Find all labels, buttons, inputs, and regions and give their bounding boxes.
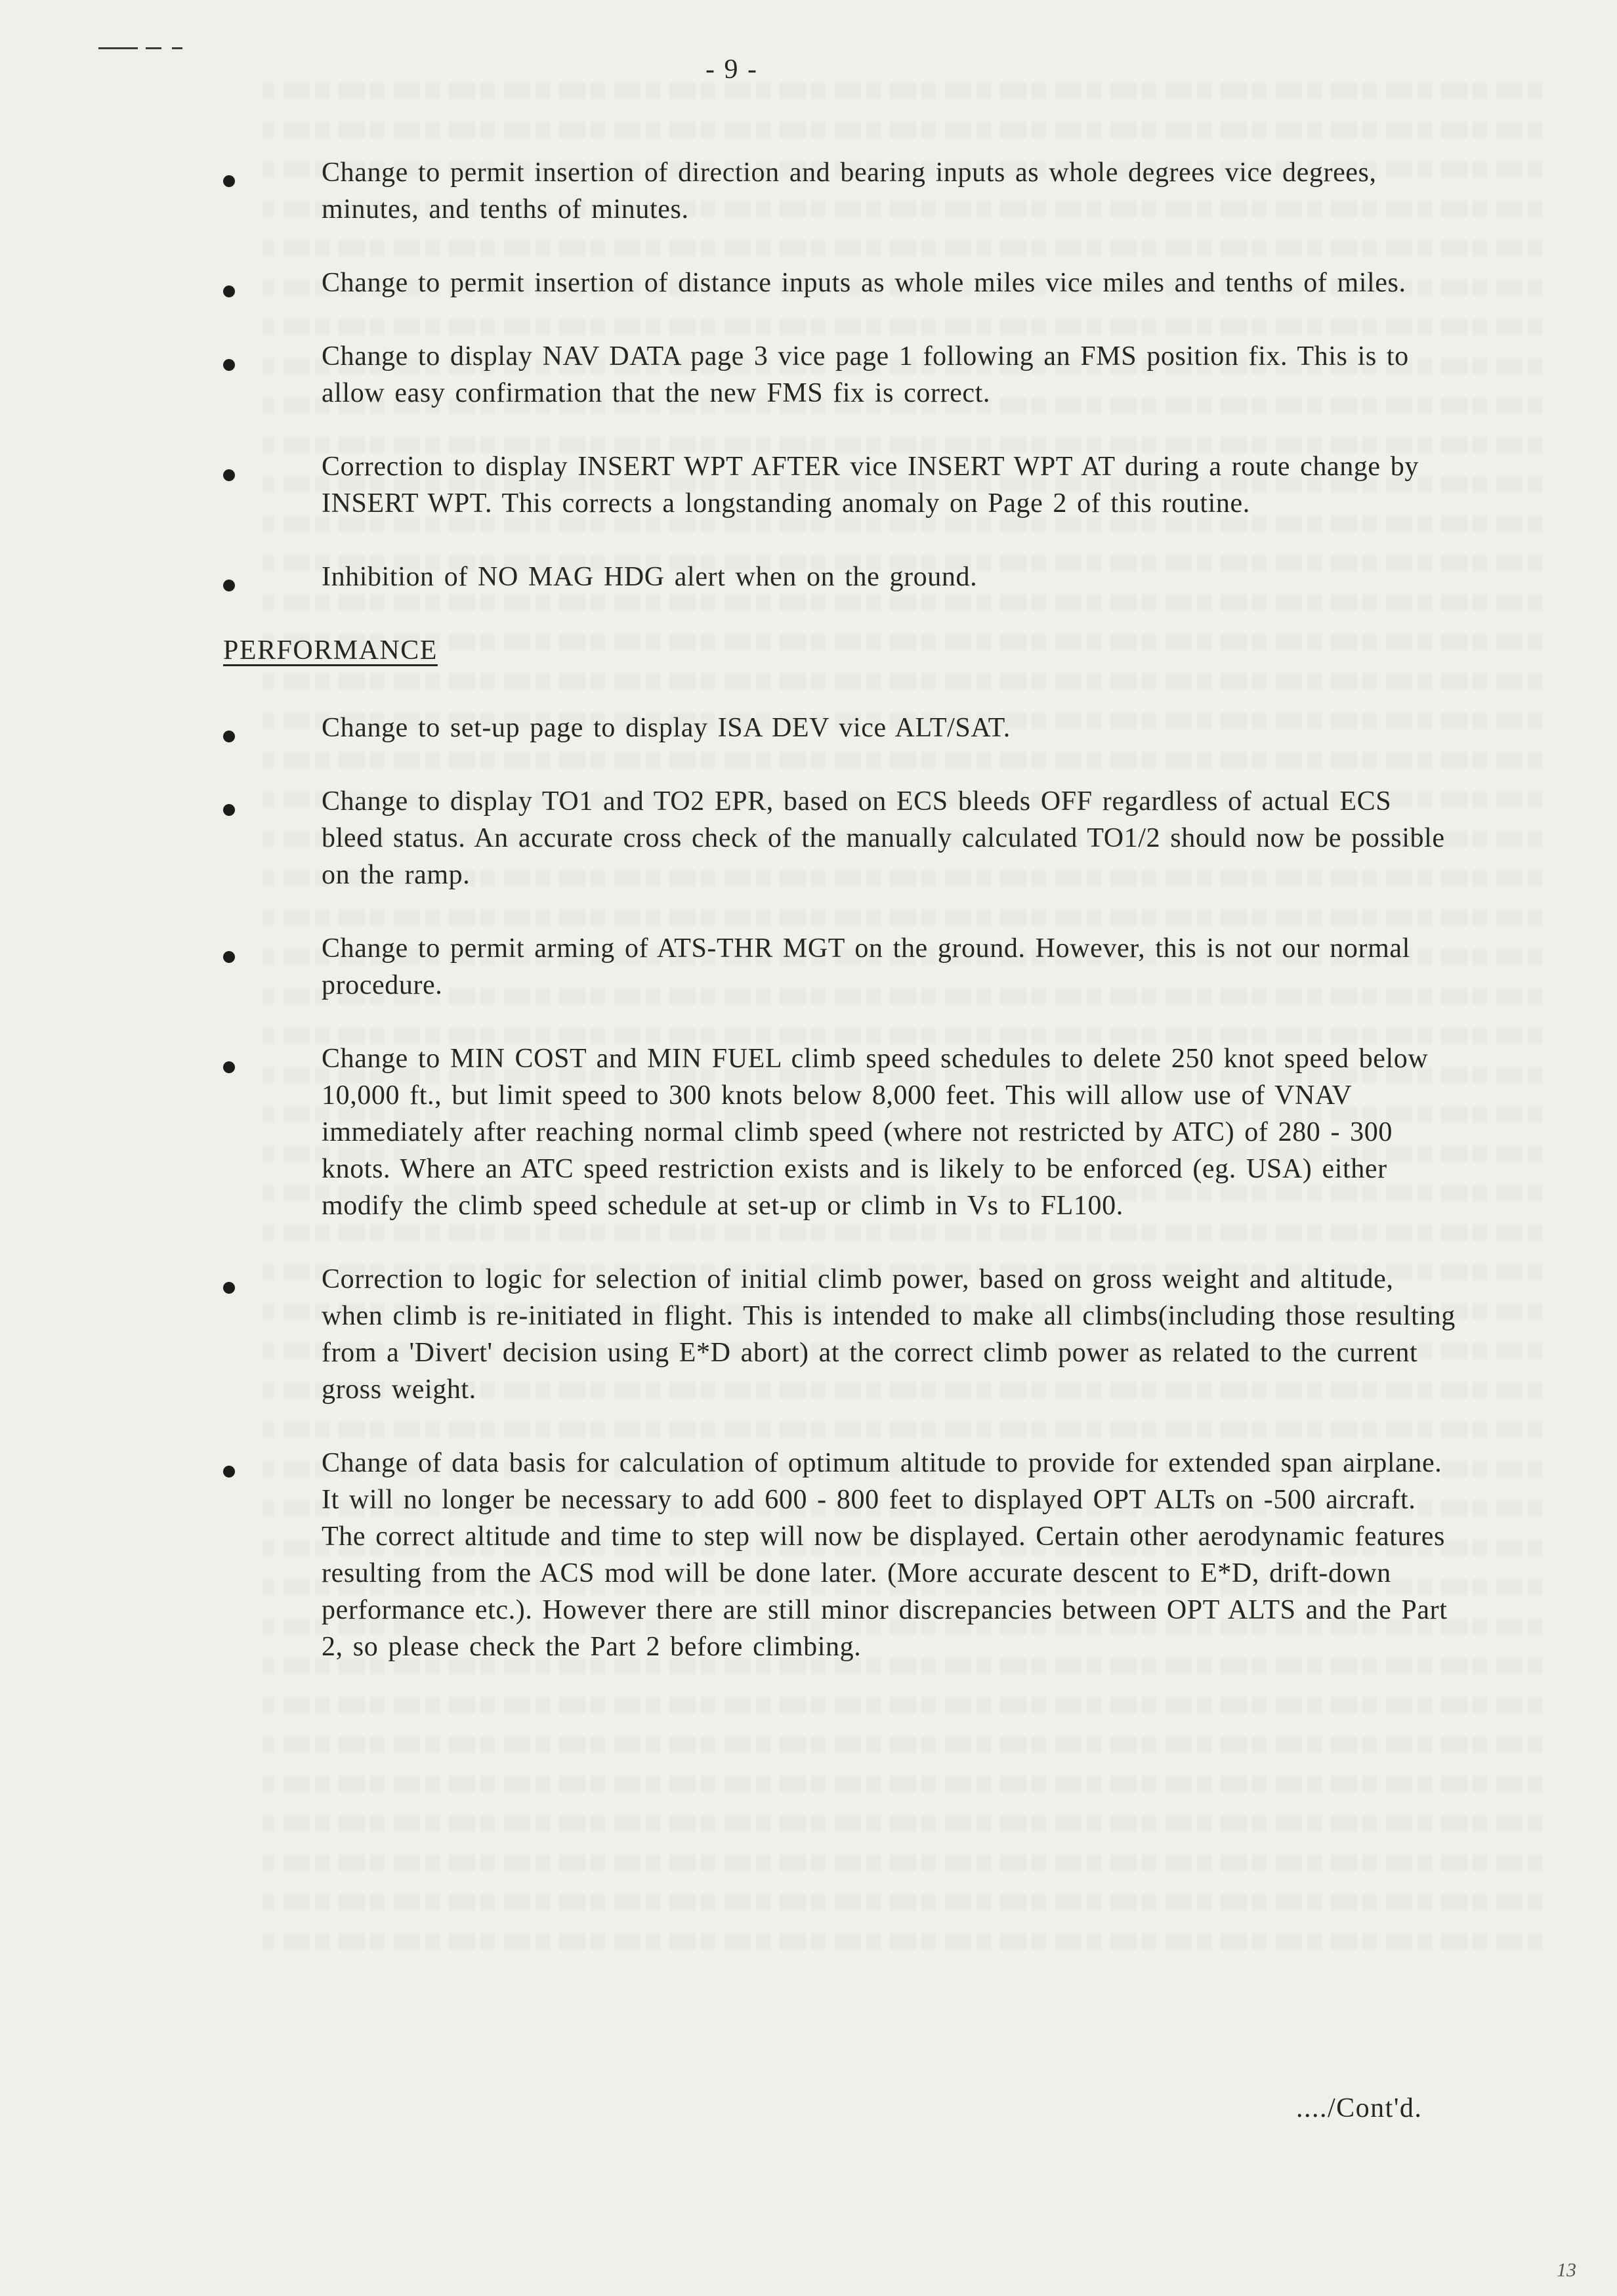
list-item — [223, 1261, 1457, 1408]
pen-mark — [98, 41, 190, 47]
list-item-text: Change to permit arming of ATS-THR MGT on the ground. However, this is not our normal procedure. — [322, 933, 1410, 1000]
list-item-text: Change to set-up page to display ISA DEV vice ALT/SAT. — [322, 713, 1011, 743]
list-item-text: Change to permit insertion of direction and bearing inputs as whole degrees vice degrees, minutes, and tenths of minutes. — [322, 158, 1377, 224]
bullet-icon — [223, 1466, 235, 1478]
list-item — [223, 710, 1457, 746]
bullet-icon — [223, 580, 235, 591]
list-item-text: Correction to display INSERT WPT AFTER vice INSERT WPT AT during a route change by INSERT WPT. This corrects a longstanding anomaly on Page 2 of this routine. — [322, 452, 1419, 519]
bullet-icon — [223, 469, 235, 481]
bullet-icon — [223, 1282, 235, 1294]
continuation-note: ..../Cont'd. — [1296, 2093, 1423, 2123]
list-item-text: Change to permit insertion of distance inputs as whole miles vice miles and tenths of miles. — [322, 268, 1406, 298]
list-item — [223, 1040, 1457, 1224]
list-item-text: Inhibition of NO MAG HDG alert when on the ground. — [322, 562, 978, 592]
list-item — [223, 559, 1457, 595]
list-item — [223, 448, 1457, 522]
bullet-icon — [223, 951, 235, 963]
content — [223, 154, 1457, 1702]
folio-mark: 13 — [1557, 2259, 1576, 2281]
list-item-text: Change to MIN COST and MIN FUEL climb speed schedules to delete 250 knot speed below 10,000 ft., but limit speed to 300 knots below 8,000 feet. This will allow use of VNAV immediately after reaching normal climb speed (where not restricted by ATC) of 280 - 300 knots. Where an ATC speed restriction exists and is likely to be enforced (eg. USA) either modify the climb speed schedule at set-up or climb in Vs to FL100. — [322, 1044, 1429, 1221]
list-item — [223, 783, 1457, 893]
list-item-text: Change to display NAV DATA page 3 vice page 1 following an FMS position fix. This is to allow easy confirmation that the new FMS fix is correct. — [322, 341, 1409, 408]
list-item — [223, 1445, 1457, 1665]
list-item — [223, 338, 1457, 412]
list-item-text: Correction to logic for selection of initial climb power, based on gross weight and altitude, when climb is re-initiated in flight. This is intended to make all climbs(including those resulting from a 'Divert' decision using E*D abort) at the correct climb power as related to the current gross weight. — [322, 1264, 1456, 1405]
bullet-icon — [223, 731, 235, 742]
list-item-text: Change of data basis for calculation of optimum altitude to provide for extended span airplane. It will no longer be necessary to add 600 - 800 feet to displayed OPT ALTs on -500 aircraft. The correct altitude and time to step will now be displayed. Certain other aerodynamic features resulting from the ACS mod will be done later. (More accurate descent to E*D, drift-down performance etc.). However there are still minor discrepancies between OPT ALTS and the Part 2, so please check the Part 2 before climbing. — [322, 1448, 1448, 1662]
list-item — [223, 265, 1457, 301]
list-item — [223, 930, 1457, 1004]
bullet-icon — [223, 1061, 235, 1073]
section-heading: PERFORMANCE — [223, 635, 438, 666]
bullet-icon — [223, 359, 235, 371]
list-item — [223, 154, 1457, 228]
page-number: - 9 - — [705, 54, 758, 85]
bullet-icon — [223, 175, 235, 187]
bullet-icon — [223, 804, 235, 816]
bullet-icon — [223, 286, 235, 297]
list-item-text: Change to display TO1 and TO2 EPR, based on ECS bleeds OFF regardless of actual ECS bleed status. An accurate cross check of the manually calculated TO1/2 should now be possible on the ramp. — [322, 786, 1445, 890]
